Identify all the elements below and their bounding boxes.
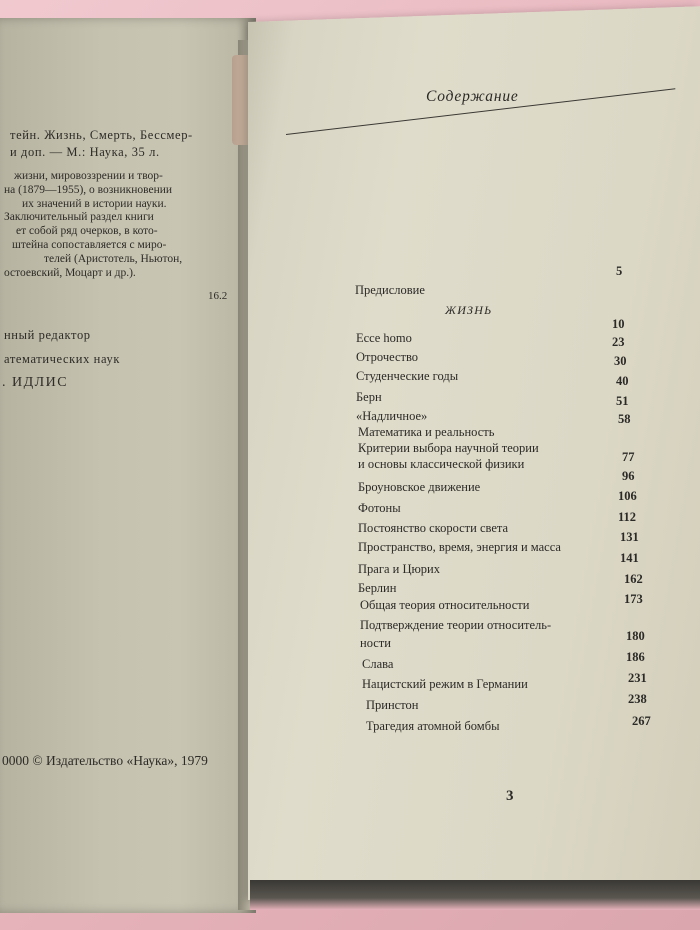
toc-entry-page: 231 — [628, 671, 647, 685]
toc-entry-page: 77 — [622, 450, 635, 464]
toc-entry-title: Студенческие годы — [356, 369, 459, 383]
toc-entry-page: 40 — [616, 374, 629, 388]
left-text-line: жизни, мировоззрении и твор- — [14, 170, 163, 182]
toc-entry-title-continued: и основы классической физики — [358, 457, 525, 471]
toc-entry-page: 186 — [626, 650, 645, 664]
toc-entry-title-continued: ности — [360, 636, 391, 650]
left-text-line: Заключительный раздел книги — [4, 211, 154, 223]
credit-line: . ИДЛИС — [2, 375, 69, 390]
toc-preface-title: Предисловие — [355, 283, 425, 297]
toc-entry-title: Нацистский режим в Германии — [362, 677, 528, 691]
left-text-line: их значений в истории науки. — [22, 198, 167, 210]
toc-entry-page: 96 — [622, 469, 635, 483]
left-text-line: телей (Аристотель, Ньютон, — [44, 253, 183, 265]
toc-entry-page: 180 — [626, 629, 645, 643]
classification-code: 16.2 — [208, 290, 228, 302]
toc-entry-page: 106 — [618, 489, 637, 503]
page-edge-shadow — [250, 880, 700, 910]
toc-entry-page: 131 — [620, 530, 639, 544]
toc-entry-title: Трагедия атомной бомбы — [366, 719, 500, 733]
left-page — [0, 18, 256, 913]
toc-entry-page: 141 — [620, 551, 639, 565]
toc-entry-page: 267 — [632, 714, 651, 728]
toc-entry-title: Слава — [362, 657, 394, 671]
toc-entry-page: 10 — [612, 317, 625, 331]
toc-entry-title: Прага и Цюрих — [358, 562, 440, 576]
toc-preface-page: 5 — [616, 264, 623, 278]
toc-entry-title: Фотоны — [358, 501, 401, 515]
toc-entry-page: 112 — [618, 510, 637, 524]
left-text-line: штейна сопоставляется с миро- — [12, 239, 167, 251]
toc-entry-page: 162 — [624, 572, 643, 586]
toc-entry-title: Подтверждение теории относитель- — [360, 618, 552, 632]
section-heading: ЖИЗНЬ — [445, 303, 493, 317]
toc-entry-title: Критерии выбора научной теории — [358, 441, 539, 455]
toc-entry-title: Броуновское движение — [358, 480, 481, 494]
toc-entry-title: Ecce homo — [356, 331, 412, 345]
left-text-line: на (1879—1955), о возникновении — [4, 184, 173, 196]
left-text-line: и доп. — М.: Наука, 35 л. — [10, 145, 160, 159]
toc-entry-title: Принстон — [366, 698, 419, 712]
left-text-line: тейн. Жизнь, Смерть, Бессмер- — [10, 128, 193, 142]
toc-entry-title: Пространство, время, энергия и масса — [358, 540, 561, 554]
toc-entry-page: 51 — [616, 394, 629, 408]
copyright-line: 0000 © Издательство «Наука», 1979 — [2, 753, 208, 768]
toc-entry-page: 238 — [628, 692, 647, 706]
toc-entry-page: 23 — [612, 335, 625, 349]
toc-entry-title: «Надличное» — [356, 409, 428, 423]
toc-entry-title: Общая теория относительности — [360, 598, 530, 612]
credit-line: атематических наук — [4, 352, 120, 366]
toc-entry-title: Берлин — [358, 581, 397, 595]
toc-entry-title: Берн — [356, 390, 382, 404]
toc-entry-page: 173 — [624, 592, 643, 606]
page-number: 3 — [506, 788, 514, 804]
page-title: Содержание — [426, 88, 519, 105]
toc-entry-title: Математика и реальность — [358, 425, 495, 439]
left-text-line: остоевский, Моцарт и др.). — [4, 267, 136, 279]
toc-entry-title: Постоянство скорости света — [358, 521, 509, 535]
left-text-line: ет собой ряд очерков, в кото- — [16, 225, 158, 237]
credit-line: нный редактор — [4, 328, 91, 342]
toc-entry-page: 30 — [614, 354, 627, 368]
toc-entry-title: Отрочество — [356, 350, 419, 364]
toc-entry-page: 58 — [618, 412, 631, 426]
